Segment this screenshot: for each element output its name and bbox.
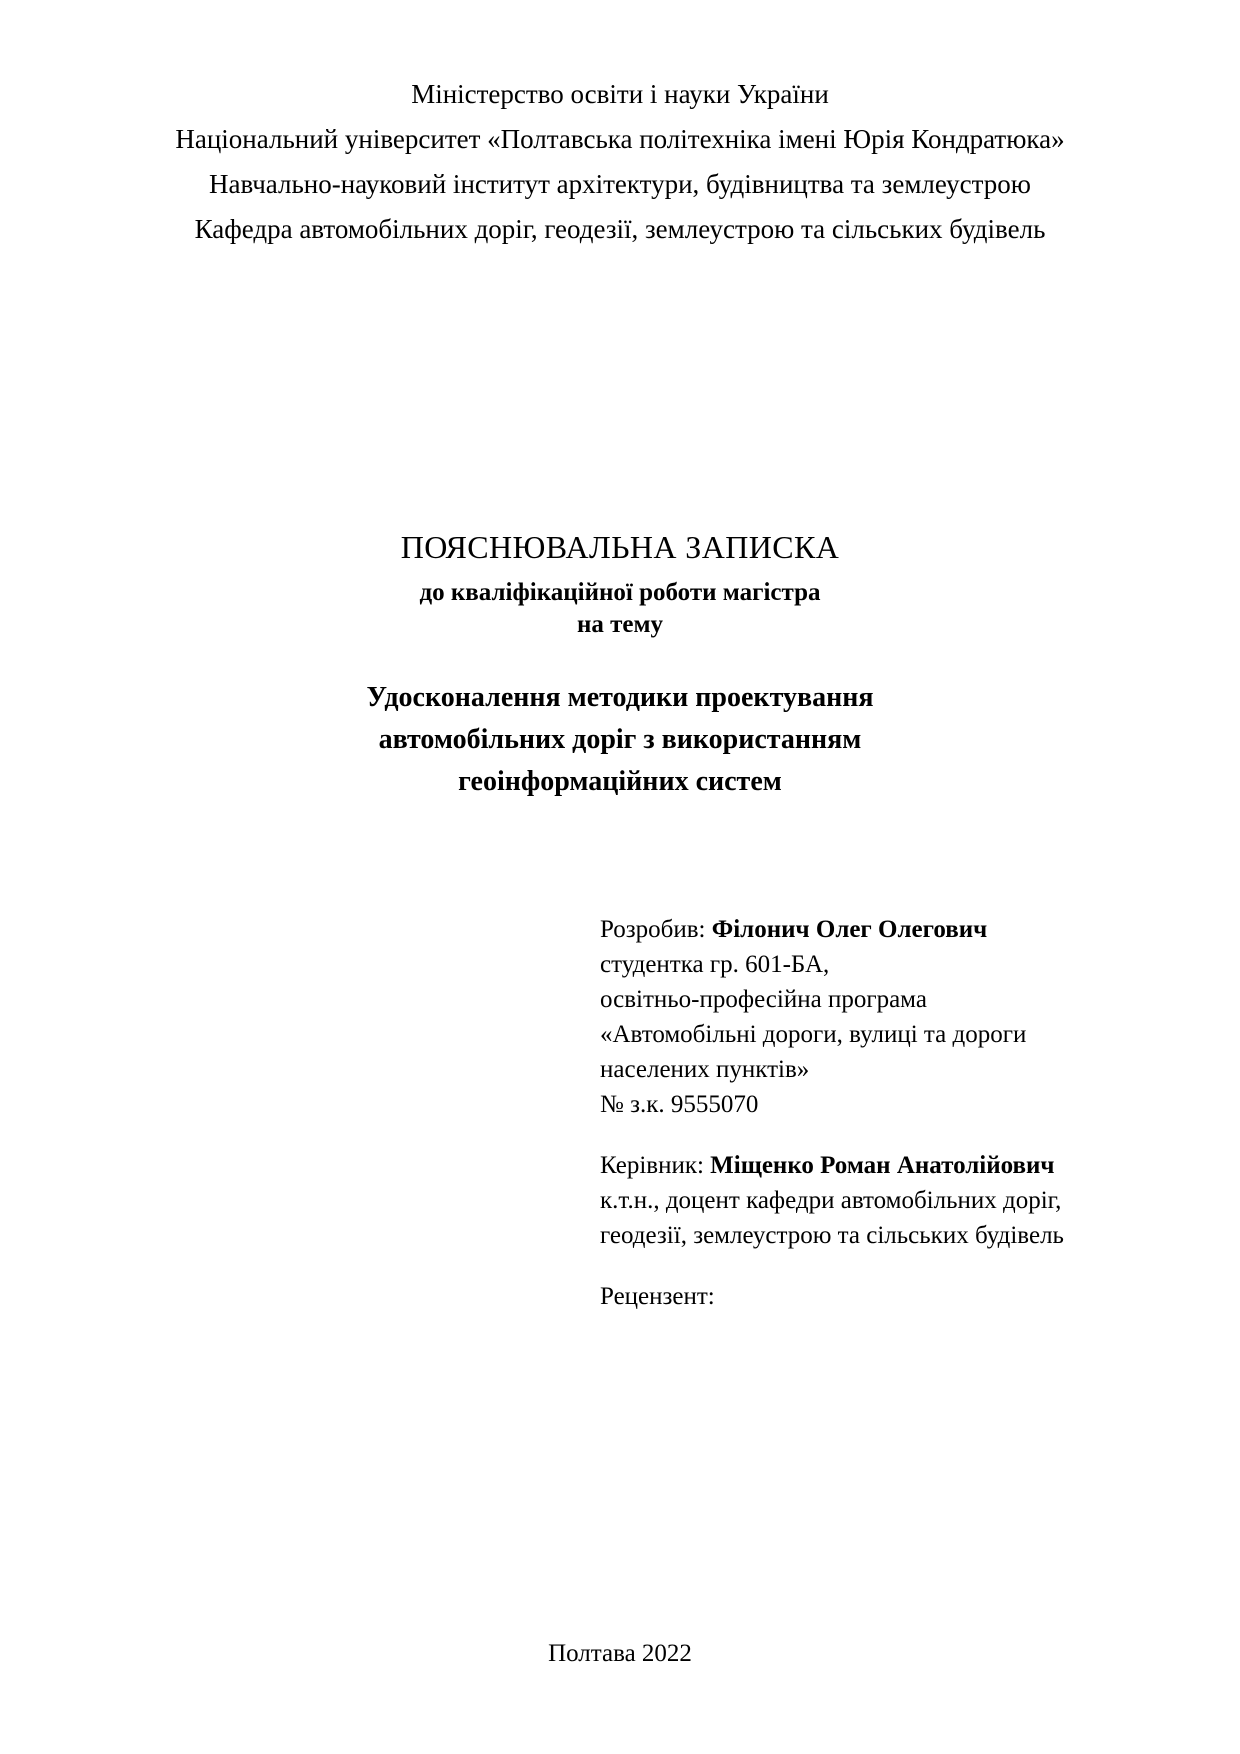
supervisor-position-line-1: к.т.н., доцент кафедри автомобільних доріг, <box>600 1187 1062 1214</box>
reviewer-role-label: Рецензент: <box>600 1283 715 1310</box>
reviewer-block <box>600 1279 1120 1314</box>
supervisor-position-line-2: геодезії, землеустрою та сільських будівель <box>600 1222 1064 1249</box>
author-record-book-number: № з.к. 9555070 <box>600 1091 759 1118</box>
document-title-block <box>120 525 1120 803</box>
author-block <box>600 912 1120 1122</box>
people-block <box>600 912 1120 1340</box>
subtitle-line-qualification: до кваліфікаційної роботи магістра <box>419 579 821 606</box>
author-program-label: освітньо-професійна програма <box>600 986 927 1013</box>
supervisor-block <box>600 1148 1120 1253</box>
reviewer-role-row <box>600 1279 1120 1314</box>
author-role-row <box>600 912 1120 947</box>
institution-line-institute: Навчально-науковий інститут архітектури, будівництва та землеустрою <box>209 169 1031 199</box>
subtitle-line-topic: на тему <box>576 611 664 638</box>
thesis-title-line-3: геоінформаційних систем <box>458 766 782 797</box>
document-type-heading: ПОЯСНЮВАЛЬНА ЗАПИСКА <box>400 529 840 565</box>
supervisor-role-row <box>600 1148 1120 1183</box>
author-group: студентка гр. 601-БА, <box>600 951 830 978</box>
institution-header <box>120 72 1120 252</box>
author-name: Філонич Олег Олегович <box>711 916 988 943</box>
footer-place-year: Полтава 2022 <box>548 1640 692 1667</box>
thesis-title <box>120 677 1120 803</box>
institution-line-ministry: Міністерство освіти і науки України <box>411 79 829 109</box>
author-role-label: Розробив: <box>600 916 706 943</box>
supervisor-name: Міщенко Роман Анатолійович <box>710 1152 1055 1179</box>
author-program-name-line-1: «Автомобільні дороги, вулиці та дороги <box>600 1021 1027 1048</box>
institution-line-department: Кафедра автомобільних доріг, геодезії, землеустрою та сільських будівель <box>194 214 1046 244</box>
author-program-name-line-2: населених пунктів» <box>600 1056 810 1083</box>
thesis-title-line-1: Удосконалення методики проектування <box>366 682 874 713</box>
supervisor-role-label: Керівник: <box>600 1152 704 1179</box>
thesis-title-line-2: автомобільних доріг з використанням <box>378 724 862 755</box>
document-subtitle <box>120 577 1120 641</box>
institution-line-university: Національний університет «Полтавська політехніка імені Юрія Кондратюка» <box>175 124 1065 154</box>
